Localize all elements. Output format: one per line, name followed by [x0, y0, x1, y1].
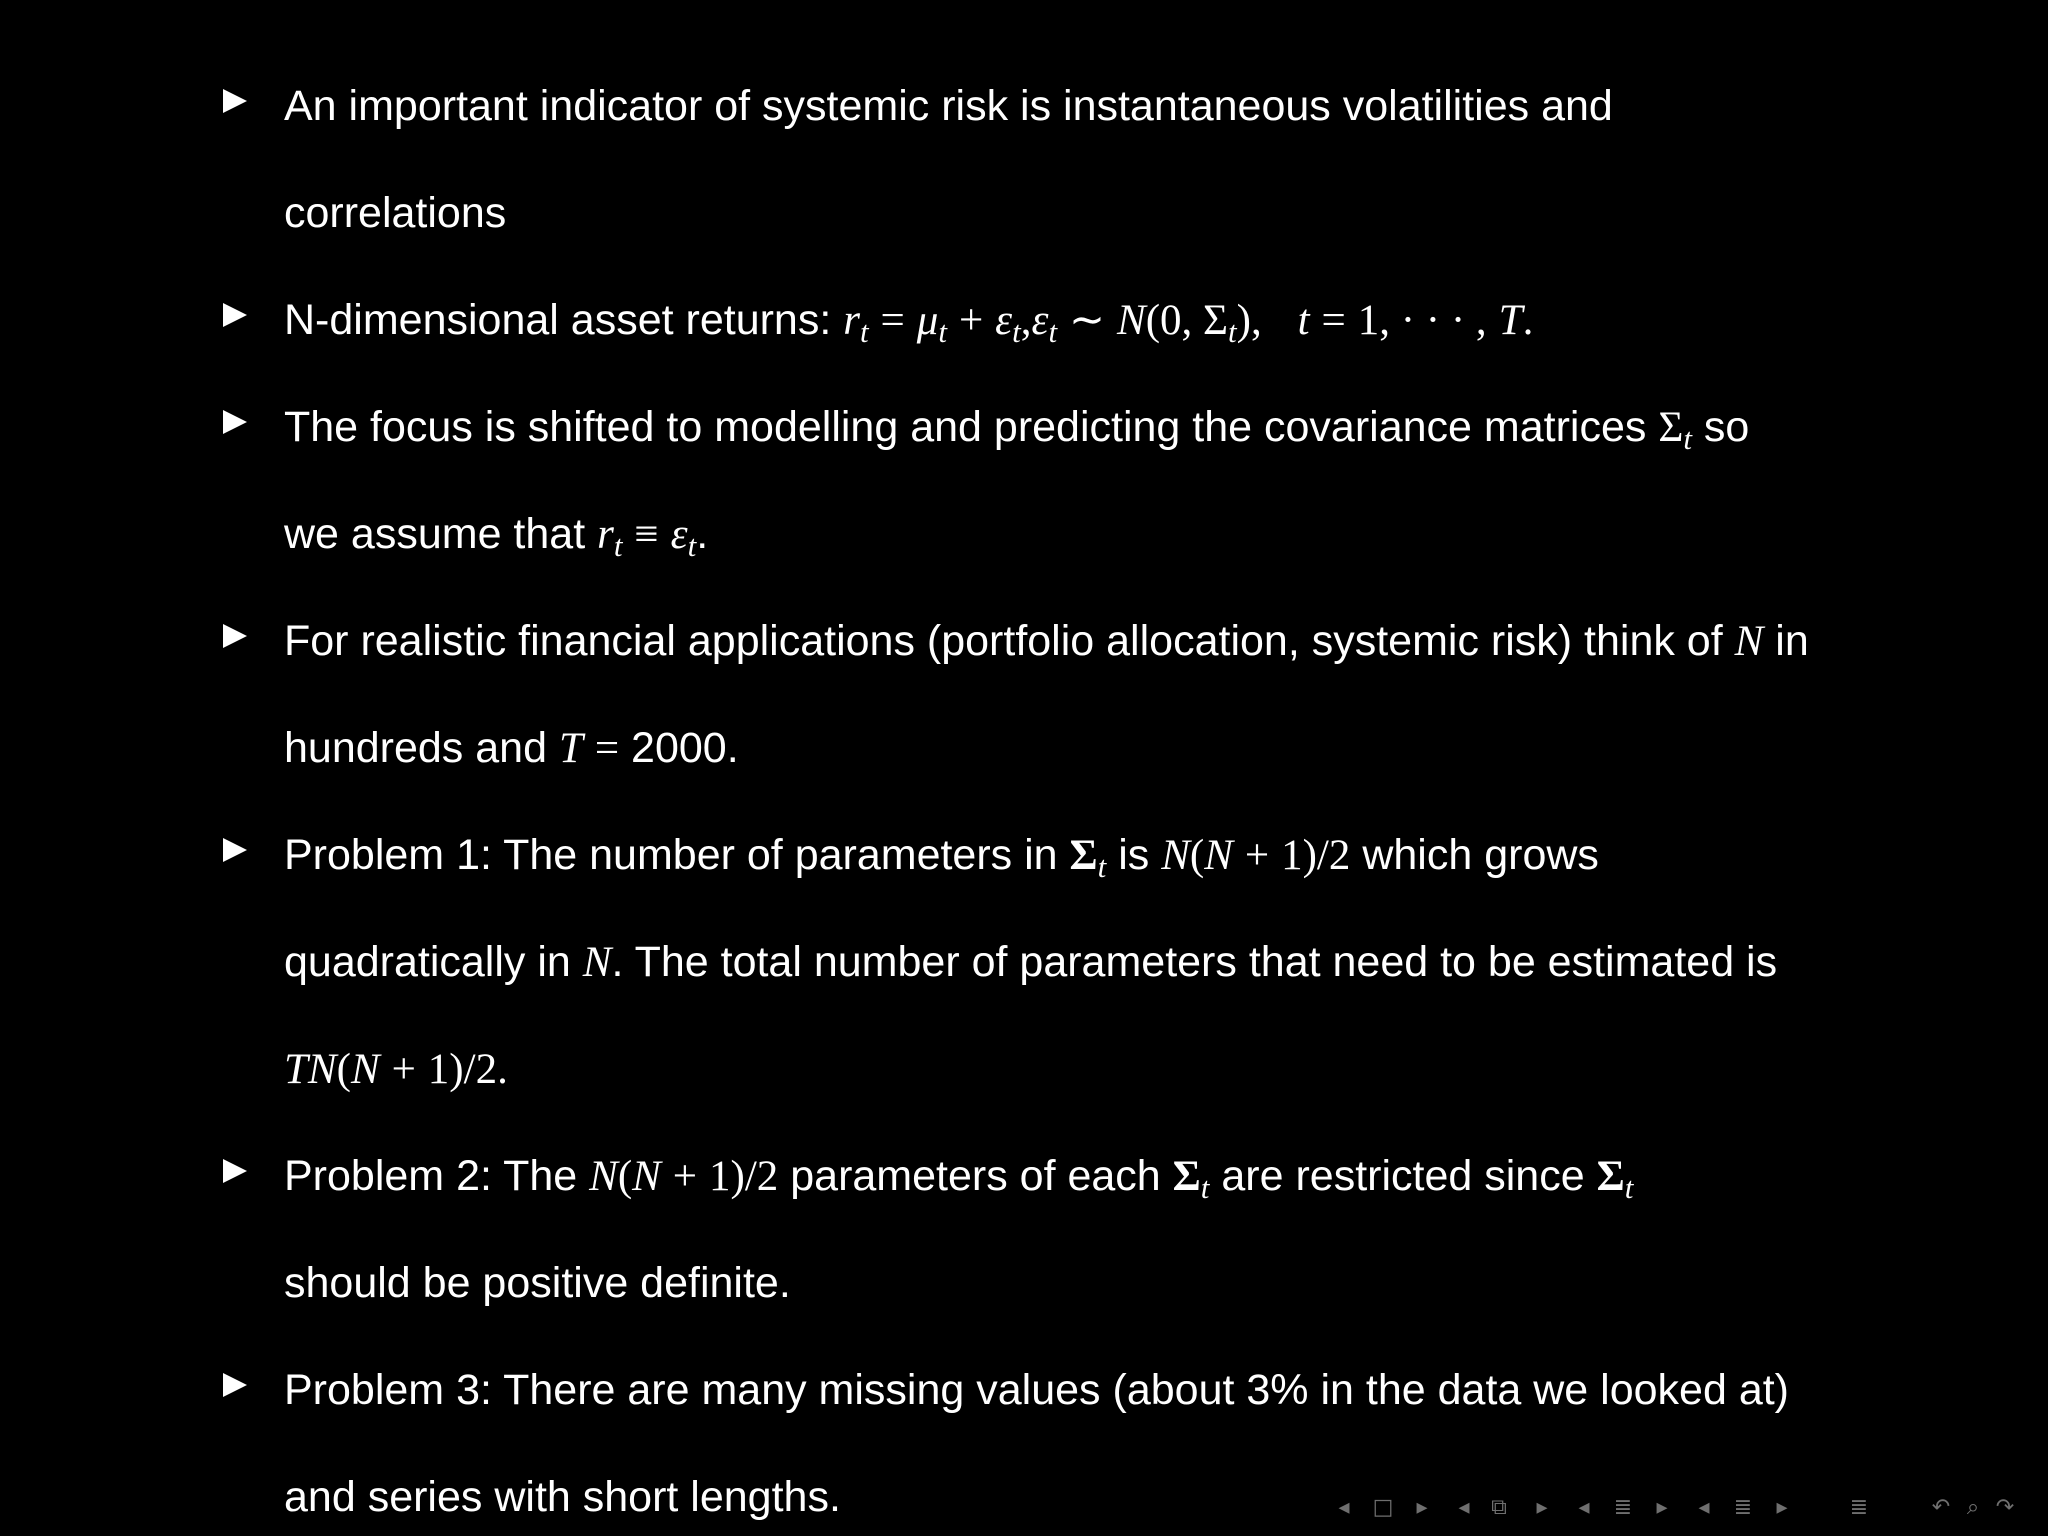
prev-slide-arrow-icon[interactable]: ◂ — [1338, 1495, 1350, 1520]
math-N: N — [582, 939, 612, 986]
bullet-3-line-1 — [284, 397, 1749, 457]
math-equals: = — [880, 297, 905, 344]
math-fraction: 1)/2 — [1281, 832, 1351, 879]
search-icon[interactable]: ⌕ — [1966, 1495, 1980, 1520]
math-sigma-bold: Σ — [1069, 832, 1098, 879]
prev-subsection-arrow-icon[interactable]: ◂ — [1578, 1495, 1590, 1520]
math-range: 1, · · · , — [1357, 297, 1487, 344]
math-sim: ∼ — [1069, 297, 1106, 344]
math-period: . — [1522, 297, 1534, 344]
math-r: r — [597, 511, 614, 558]
math-paren-open: (0, — [1145, 297, 1204, 344]
bullet-6-line-2: should be positive definite. — [284, 1259, 791, 1307]
prev-section-arrow-icon[interactable]: ◂ — [1698, 1495, 1710, 1520]
math-subscript: t — [613, 528, 623, 563]
bullet-7-line-1: Problem 3: There are many missing values (about 3% in the data we looked at) — [284, 1366, 1789, 1414]
math-TN: TN — [284, 1046, 337, 1093]
bullet-marker-icon — [220, 300, 250, 330]
math-r: r — [843, 297, 860, 344]
math-mu: μ — [916, 297, 939, 344]
text-span: . — [696, 510, 709, 558]
bullet-1-line-1: An important indicator of systemic risk is instantaneous volatilities and — [284, 82, 1613, 130]
text-span: we assume that — [284, 510, 598, 558]
math-sigma: Σ — [1203, 297, 1229, 344]
next-section-arrow-icon[interactable]: ▸ — [1776, 1495, 1788, 1520]
prev-frame-arrow-icon[interactable]: ◂ — [1458, 1495, 1470, 1520]
subsection-icon[interactable]: ≣ — [1613, 1495, 1633, 1520]
math-plus: + — [958, 297, 984, 344]
forward-icon[interactable]: ↷ — [1995, 1495, 2015, 1520]
math-paren-close: ), — [1236, 297, 1262, 344]
bullet-marker-icon — [220, 86, 250, 116]
math-subscript: t — [1048, 314, 1058, 349]
back-icon[interactable]: ↶ — [1931, 1495, 1951, 1520]
next-frame-arrow-icon[interactable]: ▸ — [1536, 1495, 1548, 1520]
text-span: quadratically in — [284, 938, 583, 986]
text-span: is — [1106, 831, 1162, 879]
math-equals: = — [1321, 297, 1346, 344]
math-comma: , — [1020, 297, 1032, 344]
section-icon[interactable]: ≣ — [1733, 1495, 1753, 1520]
text-span: parameters of each — [778, 1152, 1173, 1200]
math-paren-open: ( — [617, 1153, 633, 1200]
bullet-marker-icon — [220, 407, 250, 437]
math-subscript: t — [1624, 1170, 1634, 1205]
text-span: are restricted since — [1209, 1152, 1597, 1200]
bullet-4-line-2 — [284, 718, 739, 778]
bullet-3-line-2 — [284, 504, 708, 564]
math-sigma: Σ — [1658, 404, 1684, 451]
text-span: hundreds and — [284, 724, 559, 772]
math-plus: + — [1244, 832, 1270, 879]
math-epsilon: ε — [1031, 297, 1049, 344]
text-span: Problem 2: The — [284, 1152, 590, 1200]
math-N: N — [1204, 832, 1233, 879]
bullet-1-line-2: correlations — [284, 189, 507, 237]
math-subscript: t — [1200, 1170, 1210, 1205]
text-span: N-dimensional asset returns: — [284, 296, 844, 344]
text-span: which grows — [1350, 831, 1599, 879]
frame-icon[interactable]: ⧉ — [1491, 1495, 1507, 1520]
bullet-marker-icon — [220, 1156, 250, 1186]
bullet-5-line-3 — [284, 1039, 508, 1099]
text-span: . The total number of parameters that need to be estimated is — [611, 938, 1778, 986]
math-N: N — [632, 1153, 661, 1200]
math-N: N — [589, 1153, 618, 1200]
text-span: 2000. — [631, 724, 739, 772]
math-paren-open: ( — [1189, 832, 1205, 879]
bullet-5-line-1 — [284, 825, 1599, 885]
text-span: in — [1763, 617, 1809, 665]
math-paren-open: ( — [336, 1046, 351, 1093]
math-equiv: ≡ — [634, 511, 659, 558]
math-epsilon: ε — [995, 297, 1013, 344]
math-plus: + — [391, 1046, 416, 1093]
math-N: N — [1161, 832, 1190, 879]
next-slide-arrow-icon[interactable]: ▸ — [1416, 1495, 1428, 1520]
math-t: t — [1297, 297, 1310, 344]
math-T: T — [1498, 297, 1523, 344]
math-N: N — [1734, 618, 1764, 665]
math-N: N — [350, 1046, 380, 1093]
math-subscript: t — [687, 528, 697, 563]
bullet-7-line-2: and series with short lengths. — [284, 1473, 841, 1521]
text-span: The focus is shifted to modelling and predicting the covariance matrices — [284, 403, 1659, 451]
slide-icon[interactable]: □ — [1372, 1495, 1394, 1520]
math-sigma-bold: Σ — [1172, 1153, 1201, 1200]
next-subsection-arrow-icon[interactable]: ▸ — [1656, 1495, 1668, 1520]
document-icon[interactable]: ≣ — [1849, 1495, 1869, 1520]
text-span: Problem 1: The number of parameters in — [284, 831, 1070, 879]
text-span: so — [1691, 403, 1750, 451]
math-epsilon: ε — [670, 511, 688, 558]
text-span: For realistic financial applications (portfolio allocation, systemic risk) think of — [284, 617, 1735, 665]
math-fraction: 1)/2 — [709, 1153, 779, 1200]
bullet-5-line-2 — [284, 932, 1777, 992]
math-subscript: t — [1683, 421, 1692, 456]
bullet-marker-icon — [220, 835, 250, 865]
math-subscript: t — [938, 314, 947, 349]
math-T: T — [558, 725, 583, 772]
math-sigma-bold: Σ — [1596, 1153, 1625, 1200]
math-subscript: t — [1228, 314, 1237, 349]
bullet-marker-icon — [220, 621, 250, 651]
bullet-2-line-1 — [284, 290, 1533, 350]
math-N: N — [1117, 297, 1146, 344]
math-equals: = — [594, 725, 620, 772]
math-plus: + — [672, 1153, 698, 1200]
math-subscript: t — [859, 314, 869, 349]
bullet-marker-icon — [220, 1370, 250, 1400]
math-fraction: 1)/2. — [427, 1046, 508, 1093]
bullet-4-line-1 — [284, 611, 1809, 671]
math-subscript: t — [1097, 849, 1107, 884]
bullet-6-line-1 — [284, 1146, 1633, 1206]
math-subscript: t — [1012, 314, 1021, 349]
